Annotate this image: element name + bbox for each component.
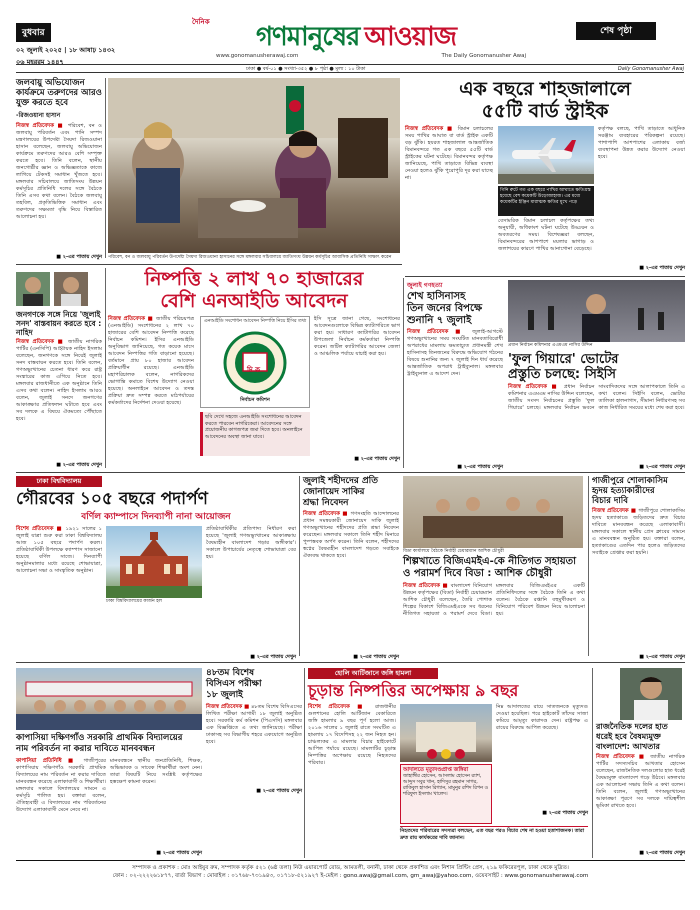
bird-strike-col-2: বেসামরিক বিমান চলাচল কর্তৃপক্ষের তথ্য অনুযায়ী, অধিকাংশ ঘটনা ঘটেছে উড্ডয়ন ও অবতরণের সময়। বিশেষজ্ঞরা বলছেন, বিমানবন্দরের আশপাশে ময়লার ভাগাড় ও জলাশয়ের কারণে পাখির আনাগোনা বেড়েছে। bbox=[498, 218, 594, 252]
nid-col-2: ইসি সূত্রে জানা গেছে, সংশোধনের আবেদনগুলোকে বিভিন্ন ক্যাটাগরিতে ভাগ করা হয়। সাধারণ ক্যাটাগরির আবেদন উপজেলা নির্বাচন কর্মকর্তারা নিষ্পত্তি করেন। জটিল ক্যাটাগরির আবেদন জেলা ও আঞ্চলিক পর্যায়ে যাচাই করা হয়। bbox=[314, 316, 400, 357]
bird-strike-col-3: কর্তৃপক্ষ বলছে, পাখি তাড়াতে আধুনিক সরঞ্জাম ব্যবহারের পরিকল্পনা রয়েছে। পাশাপাশি আশপাশের এলাকায় বর্জ্য ব্যবস্থাপনা উন্নত করার উদ্যোগ নেওয়া হবে। bbox=[598, 126, 685, 160]
article-dateline: নিজস্ব প্রতিবেদক ■ bbox=[16, 339, 65, 345]
bida-text: বাংলাদেশ বিনিয়োগ উন্নয়ন কর্তৃপক্ষের (বিডা) নির্বাহী চেয়ারম্যান আশিক চৌধুরী বলেছেন, তৈরি পোশাক শিল্পের বিকাশে বিজিএমইএকে সব ধরনের নীতিগত সহায়তা ও পরামর্শ দেবে বিডা। মঙ্গলবার বিজিএমইএর একটি প্রতিনিধিদলের সঙ্গে বৈঠকে তিনি এ কথা বলেন। বৈঠকে রপ্তানি বহুমুখীকরণ ও বিনিয়োগ পরিবেশ উন্নয়ন নিয়ে আলোচনা হয়। bbox=[403, 583, 585, 617]
continued-link[interactable]: ■ ২-এর পাতায় দেখুন bbox=[354, 456, 400, 462]
hearing-headline-3[interactable]: শুনানি ৭ জুলাই bbox=[407, 315, 472, 326]
gazipur-headline-2[interactable]: হৃদয় হত্যাকারীদের bbox=[592, 486, 655, 496]
article-text: পরিবেশ, বন ও জলবায়ু পরিবর্তন এবং পানি সম্পদ মন্ত্রণালয়ের উপদেষ্টা সৈয়দা রিজওয়ানা হাসান বলেছেন, জলবায়ু অভিযোজন কার্যক্রমে তরুণদের আরও বেশি সম্পৃক্ত করতে হবে। তিনি বলেন, স্থানীয় জনগোষ্ঠীর জ্ঞান ও অভিজ্ঞতাকে কাজে লাগিয়ে টেকসই সমাধান খুঁজতে হবে। মঙ্গলবার সচিবালয়ে জাতিসংঘ উন্নয়ন কর্মসূচির প্রতিনিধি দলের সঙ্গে বৈঠকে তিনি এসব কথা বলেন। বৈঠকে জলবায়ু তহবিল, প্রকৃতিভিত্তিক সমাধান এবং তরুণদের সক্ষমতা বৃদ্ধি নিয়ে বিস্তারিত আলোচনা হয়। bbox=[16, 123, 102, 220]
column-divider bbox=[105, 268, 106, 468]
imprint-footer bbox=[16, 860, 685, 890]
article-text: জাতীয় নাগরিক পার্টির (এনসিপি) আহ্বায়ক নাহিদ ইসলাম বলেছেন, জনগণকে সঙ্গে নিয়েই জুলাই সনদ বাস্তবায়ন করতে হবে। তিনি বলেন, গণঅভ্যুত্থানের চেতনা ধারণ করে রাষ্ট্র সংস্কারের কাজ এগিয়ে নিতে হবে। মঙ্গলবার রাজধানীতে এক অনুষ্ঠানে তিনি এসব কথা বলেন। নাহিদ ইসলাম আরও বলেন, জুলাই সনদে জনগণের আকাঙ্ক্ষার প্রতিফলন ঘটাতে হবে এবং সব দলকে এ বিষয়ে ঐকমত্যে পৌঁছাতে হবে। bbox=[16, 339, 103, 422]
martyrs-dateline: নিজস্ব প্রতিবেদক ■ bbox=[303, 511, 349, 517]
article-author: -রিজওয়ানা হাসান bbox=[16, 112, 61, 119]
martyrs-headline-3[interactable]: শ্রদ্ধা নিবেদন bbox=[303, 498, 349, 508]
curzon-hall-illustration bbox=[106, 526, 202, 598]
kapasia-dateline: কাপাসিয়া প্রতিনিধি ■ bbox=[16, 758, 78, 764]
imprint-line-2: ফোন : ০২-২২২২৬১৮৭৭, বার্তা বিভাগ : মোবাইল : ০১৭৬৮-৭৩১৯৪৩, ০১৭১৮-৫২১৯২৭ ই-মেইল : gono.awaj@gmail.com, gm_awaj@yahoo.com, ওয়েবসাইট : www.gonomanusherawaj.com bbox=[112, 873, 589, 879]
section-badge: শেষ পৃষ্ঠা bbox=[576, 22, 656, 40]
bida-dateline: নিজস্ব প্রতিবেদক ■ bbox=[403, 583, 449, 589]
holey-banner: হোলি আর্টিজানে জঙ্গি হামলা bbox=[308, 668, 438, 679]
gazipur-text: গাজীপুরে শোলাকাসিম হৃদয় হত্যাকাণ্ডে জড়িতদের দ্রুত বিচার দাবিতে মানববন্ধন করেছে এলাকাবাসী। মঙ্গলবার সকালে স্থানীয় প্রেস ক্লাবের সামনে এ মানববন্ধন অনুষ্ঠিত হয়। বক্তারা বলেন, হত্যাকাণ্ডের এতদিন পার হলেও জড়িতদের সবাইকে গ্রেপ্তার করা হয়নি। bbox=[592, 508, 685, 556]
holey-text: রাজধানীর গুলশানের হোলি আর্টিজান বেকারিতে জঙ্গি হামলার ৯ বছর পূর্ণ হলো আজ। ২০১৬ সালের ১ জুলাই রাতে সংঘটিত এ হামলায় ১৭ বিদেশিসহ ২২ জন নিহত হন। চাঞ্চল্যকর এ মামলার বিচার হাইকোর্টে আপিল পর্যায়ে রয়েছে। মামলাটির চূড়ান্ত নিষ্পত্তির অপেক্ষায় রয়েছে নিহতদের পরিবার। bbox=[308, 704, 396, 766]
kapasia-col-1 bbox=[16, 758, 106, 854]
gazipur-dateline: নিজস্ব প্রতিবেদক ■ bbox=[592, 508, 637, 514]
holey-info-box bbox=[400, 764, 492, 824]
article-july-hearing bbox=[407, 280, 503, 470]
full-gear-headline-2[interactable]: প্রস্তুতি চলছে: সিইসি bbox=[508, 367, 616, 382]
airplane-photo-caption: গিনি রুটে গত এক বছরে পাখির আঘাতে ক্ষতিগ্রস্ত হয়েছে বেশ কয়েকটি উড়োজাহাজ। এর মধ্যে কয়েকটির ইঞ্জিন মারাত্মক ক্ষতির মুখে পড়ে bbox=[498, 186, 594, 216]
holey-col-2: নিম্ন আদালতের রায়ে সাতজনকে মৃত্যুদণ্ড দেওয়া হয়েছিল। পরে হাইকোর্ট তাঁদের সাজা কমিয়ে আমৃত্যু কারাদণ্ড দেন। রাষ্ট্রপক্ষ এ রায়ের বিরুদ্ধে আপিল করেছে। bbox=[496, 704, 588, 731]
article-full-gear bbox=[508, 352, 685, 470]
akhtar-portrait bbox=[620, 668, 682, 720]
kapasia-headline-2[interactable]: নাম পরিবর্তন না করার দাবিতে মানববন্ধন bbox=[16, 744, 155, 754]
akhtar-small-portrait bbox=[54, 272, 88, 306]
bida-meeting-photo bbox=[403, 476, 583, 548]
akhtar-headline-3[interactable]: বাংলাদেশ: আখতার bbox=[596, 742, 660, 751]
hijri-date-line: ০৬ মহররম ১৪৪৭ bbox=[16, 58, 64, 66]
continued-link[interactable]: ■ ২-এর পাতায় দেখুন bbox=[639, 265, 685, 271]
martyrs-headline-1[interactable]: জুলাই শহীদদের প্রতি bbox=[303, 476, 379, 486]
full-gear-dateline: নিজস্ব প্রতিবেদক ■ bbox=[508, 384, 560, 390]
continued-link[interactable]: ■ ২-এর পাতায় দেখুন bbox=[542, 810, 588, 816]
nid-note-box: ছবি দেখে সহজে এনআইডি সংশোধনের আবেদন করতে পারবেন নাগরিকেরা। আবেদনের সঙ্গে প্রয়োজনীয় কাগজপত্র জমা দিতে হবে। অনলাইনে আবেদনের অবস্থা জানা যাবে। bbox=[200, 412, 310, 456]
hearing-headline-1[interactable]: শেখ হাসিনাসহ bbox=[407, 291, 466, 302]
column-divider bbox=[592, 668, 593, 858]
hearing-body bbox=[407, 329, 503, 378]
kapasia-headline-1[interactable]: কাপাসিয়া দক্ষিণগাঁও সরকারি প্রাথমিক বিদ্যালয়ের bbox=[16, 733, 183, 743]
column-divider bbox=[304, 668, 305, 858]
bida-photo-caption: বিডা কার্যালয়ে বৈঠকে নির্বাহী চেয়ারম্যান আশিক চৌধুরী bbox=[403, 549, 504, 554]
akhtar-headline-1[interactable]: রাজনৈতিক দলের হাত bbox=[596, 722, 668, 731]
nahid-portrait bbox=[16, 272, 50, 306]
hearing-headline-2[interactable]: তিন জনের বিপক্ষে bbox=[407, 303, 483, 314]
column-divider bbox=[588, 476, 589, 656]
masthead-footer-right: Daily Gonomanusher Awaj bbox=[617, 66, 684, 72]
article-bida bbox=[303, 556, 585, 656]
nameplate-red: আওয়াজ bbox=[364, 22, 457, 52]
gazipur-headline-1[interactable]: গাজীপুরে শোলাকাসিম bbox=[592, 476, 668, 486]
bird-strike-headline-2[interactable]: ৫৫টি বার্ড স্ট্রাইক bbox=[481, 100, 609, 122]
cec-photo bbox=[508, 280, 685, 342]
ec-logo-emblem bbox=[201, 327, 309, 399]
article-body bbox=[16, 339, 102, 423]
continued-link[interactable]: ■ ২-এর পাতায় দেখুন bbox=[56, 462, 102, 468]
bida-meeting-illustration bbox=[403, 476, 583, 548]
du-text: ১৯২১ সালের ১ জুলাই যাত্রা শুরু করা ঢাকা বিশ্ববিদ্যালয় আজ ১০৫ বছরে পদার্পণ করল। প্রতিষ্ঠাবার্ষিকী উপলক্ষে ক্যাম্পাস সাজানো হয়েছে বর্ণিল সাজে। দিনব্যাপী অনুষ্ঠানমালার মধ্যে রয়েছে শোভাযাত্রা, আলোচনা সভা ও সাংস্কৃতিক অনুষ্ঠান। bbox=[16, 526, 102, 574]
article-climate-youth bbox=[16, 78, 102, 250]
imprint-line-1: সম্পাদক ও প্রকাশক : মোঃ আইয়ুব রুম, সম্পাদক কর্তৃক ৫২১ (৬ষ্ঠ তলা) নিউ এয়ারপোর্ট রোড, আমতলী, বনানী, ঢাকা থেকে প্রকাশিত এবং নিশান প্রিন্টিং প্রেস, ২১৯ ফকিরেরপুল, ঢাকা থেকে মুদ্রিত। bbox=[132, 865, 569, 871]
press-briefing-illustration bbox=[508, 280, 685, 342]
bcs-headline-3[interactable]: ১৮ জুলাই bbox=[206, 690, 243, 700]
bird-strike-headline-1[interactable]: এক বছরে শাহজালালে bbox=[459, 78, 631, 100]
bird-strike-dateline: নিজস্ব প্রতিবেদক ■ bbox=[405, 126, 455, 132]
continued-link[interactable]: ■ ২-এর পাতায় দেখুন bbox=[639, 464, 685, 470]
holey-box-body: জাহাঙ্গীর হোসেন, আসলাম হোসেন র‍্যাশ, আব্দুস সবুর খান, হাদিসুর রহমান সাগর, রাকিবুল হাসান রিগ্যান, মামুনুর রশিদ রিপন ও শরিফুল ইসলাম খালেদ। bbox=[403, 774, 489, 797]
continued-link[interactable]: ■ ২-এর পাতায় দেখুন bbox=[639, 850, 685, 856]
continued-link[interactable]: ■ ২-এর পাতায় দেখুন bbox=[639, 654, 685, 660]
nid-headline-2[interactable]: বেশি এনআইডি আবেদন bbox=[160, 290, 348, 312]
main-photo-caption: পরিবেশ, বন ও জলবায়ু পরিবর্তন উপদেষ্টা সৈয়দা রিজওয়ানা হাসানের সঙ্গে মঙ্গলবার সচিবালয়ে জাতিসংঘ উন্নয়ন কর্মসূচির আবাসিক প্রতিনিধি সাক্ষাৎ করেন bbox=[108, 255, 392, 260]
date-block bbox=[16, 20, 146, 66]
holey-headline[interactable]: চূড়ান্ত নিষ্পত্তির অপেক্ষায় ৯ বছর bbox=[308, 681, 519, 700]
column-divider bbox=[403, 278, 404, 468]
nameplate-kicker: দৈনিক bbox=[192, 18, 210, 26]
bida-body bbox=[403, 583, 585, 651]
article-title[interactable]: জনগণকে সঙ্গে নিয়ে 'জুলাই সনদ' বাস্তবায়ন করতে হবে : নাহিদ bbox=[16, 310, 102, 337]
akhtar-body bbox=[596, 754, 685, 810]
section-divider bbox=[405, 276, 685, 277]
masthead-url[interactable]: www.gonomanusherawaj.com bbox=[216, 53, 299, 59]
bcs-headline-1[interactable]: ৪৮তম বিশেষ bbox=[206, 668, 255, 678]
continued-link[interactable]: ■ ২-এর পাতায় দেখুন bbox=[457, 464, 503, 470]
masthead bbox=[16, 16, 684, 64]
hearing-kicker: জুলাই গণহত্যা bbox=[407, 282, 443, 289]
akhtar-headline-2[interactable]: ধরেই হবে বৈষম্যমুক্ত bbox=[596, 732, 661, 741]
nid-col-1 bbox=[108, 316, 194, 464]
kapasia-text: গাজীপুরের কাপাসিয়ায় দক্ষিণগাঁও সরকারি প্রাথমিক বিদ্যালয়ের নাম পরিবর্তন না করার দাবিতে মানববন্ধন করেছে এলাকাবাসী ও শিক্ষার্থীরা। মঙ্গলবার সকালে বিদ্যালয়ের সামনে এ কর্মসূচি পালিত হয়। বক্তারা বলেন, ঐতিহ্যবাহী এ বিদ্যালয়ের নাম পরিবর্তনের উদ্যোগ এলাকাবাসী মেনে নেবে না। bbox=[16, 758, 106, 813]
bird-strike-text-1: বিমান চলাচলের সময় পাখির আঘাত বা বার্ড স্ট্রাইক একটি বড় ঝুঁকি। হযরত শাহজালাল আন্তর্জাতিক বিমানবন্দরে গত এক বছরে ৫৫টি বার্ড স্ট্রাইকের ঘটনা ঘটেছে। বিমানবন্দর কর্তৃপক্ষ জানিয়েছে, পাখি তাড়াতে বিভিন্ন ব্যবস্থা নেওয়া হলেও ঝুঁকি পুরোপুরি দূর করা যাচ্ছে না। bbox=[405, 126, 494, 181]
nameplate-green: গণমানুষের bbox=[255, 22, 360, 52]
weekday-badge: বুধবার bbox=[16, 23, 51, 42]
holey-artisan-photo bbox=[400, 704, 492, 762]
date-line: ০২ জুলাই ২০২৫ | ১৮ আষাঢ় ১৪৩২ bbox=[16, 46, 116, 54]
akhtar-text: জাতীয় নাগরিক পার্টির সদস্যসচিব আখতার হোসেন বলেছেন, রাজনৈতিক দলগুলোর হাত ধরেই বৈষম্যমুক্ত বাংলাদেশ গড়ে উঠবে। মঙ্গলবার এক আলোচনা সভায় তিনি এ কথা বলেন। তিনি বলেন, জুলাই গণঅভ্যুত্থানের আকাঙ্ক্ষা পূরণে সব দলকে দায়িত্বশীল ভূমিকা রাখতে হবে। bbox=[596, 754, 685, 809]
airplane-illustration bbox=[498, 126, 594, 184]
du-subtitle: বর্ণিল ক্যাম্পাসে দিনব্যাপী নানা আয়োজন bbox=[81, 512, 231, 522]
masthead-issue-bar bbox=[16, 64, 684, 73]
holey-col-1 bbox=[308, 704, 396, 854]
masthead-subtitle: The Daily Gonomanusher Awaj bbox=[441, 53, 526, 59]
holey-box-title: আদালতে মৃত্যুদণ্ডপ্রাপ্ত জঙ্গিরা bbox=[403, 767, 469, 773]
holey-dateline: বিশেষ প্রতিবেদক ■ bbox=[308, 704, 368, 710]
hearing-dateline: নিজস্ব প্রতিবেদক ■ bbox=[407, 329, 466, 335]
article-gazipur bbox=[592, 476, 685, 654]
nid-dateline: নিজস্ব প্রতিবেদক ■ bbox=[108, 316, 154, 322]
nid-text: জাতীয় পরিচয়পত্র (এনআইডি) সংশোধনের ২ লাখ ৭০ হাজারের বেশি আবেদন নিষ্পত্তি করেছে নির্বাচন কমিশন। ইসির এনআইডি অনুবিভাগ জানিয়েছে, গত কয়েক মাসে আবেদন নিষ্পত্তির গতি বাড়ানো হয়েছে। বর্তমানে প্রায় ৮০ হাজার আবেদন প্রক্রিয়াধীন রয়েছে। এনআইডি মহাপরিচালক বলেন, নাগরিকদের ভোগান্তি কমাতে বিশেষ উদ্যোগ নেওয়া হয়েছে। অনলাইনে আবেদন ও তদন্ত প্রক্রিয়া দ্রুত সম্পন্ন করতে মাঠপর্যায়ের কর্মকর্তাদের নির্দেশনা দেওয়া হয়েছে। bbox=[108, 316, 195, 406]
article-nid bbox=[108, 268, 400, 468]
portrait-illustration bbox=[54, 272, 88, 306]
gazipur-headline-3[interactable]: বিচার দাবি bbox=[592, 496, 628, 506]
du-headline[interactable]: গৌরবের ১০৫ বছরে পদার্পণ bbox=[16, 489, 208, 509]
section-divider bbox=[16, 264, 402, 265]
bida-headline-2[interactable]: ও পরামর্শ দিবে বিডা : আশিক চৌধুরী bbox=[403, 568, 553, 579]
curzon-hall-photo bbox=[106, 526, 202, 598]
bcs-dateline: নিজস্ব প্রতিবেদক ■ bbox=[206, 704, 250, 710]
article-nahid bbox=[16, 310, 102, 458]
column-divider bbox=[105, 78, 106, 258]
holey-quote: নিহতদের পরিবারের সদস্যরা বলছেন, এত বছর পরও বিচার শেষ না হওয়া হতাশাজনক। তারা দ্রুত রায় কার্যকরের দাবি জানান। bbox=[400, 826, 588, 850]
article-body bbox=[16, 123, 102, 221]
portrait-illustration bbox=[620, 668, 682, 720]
gazipur-body bbox=[592, 508, 685, 557]
ec-logo-label: নির্বাচন কমিশন bbox=[240, 397, 270, 403]
climate-meeting-photo bbox=[108, 78, 400, 253]
full-gear-text: প্রধান নির্বাচন কমিশনার এএমএম নাসির উদ্দিন বলেছেন, জাতীয় সংসদ নির্বাচনের প্রস্তুতি 'ফুল গিয়ারে' চলছে। মঙ্গলবার নির্বাচন ভবনে সাংবাদিকদের সঙ্গে আলাপকালে তিনি এ কথা বলেন। সিইসি বলেন, ভোটার তালিকা হালনাগাদ, সীমানা নির্ধারণসহ সব কাজ নির্ধারিত সময়ের মধ্যে শেষ করা হবে। bbox=[508, 384, 685, 411]
full-gear-body bbox=[508, 384, 685, 462]
article-bird-strike bbox=[405, 78, 685, 274]
bird-strike-col-1 bbox=[405, 126, 493, 271]
du-col-2: প্রতিষ্ঠাবার্ষিকীর প্রতিপাদ্য নির্ধারণ করা হয়েছে 'জুলাই গণঅভ্যুত্থানের আকাঙ্ক্ষায় বৈষম্যহীন বাংলাদেশ গড়ার অঙ্গীকার'। সকালে উপাচার্যের নেতৃত্বে শোভাযাত্রা বের হয়। bbox=[206, 526, 296, 560]
bcs-headline-2[interactable]: বিসিএস পরীক্ষা bbox=[206, 679, 262, 689]
issue-line: ঢাকা ● বর্ষ-০১ ● সংখ্যা-৩৫২ ● ৮ পৃষ্ঠা ● মূল্য : ১০ টাকা bbox=[246, 66, 366, 72]
continued-link[interactable]: ■ ২-এর পাতায় দেখুন bbox=[56, 254, 102, 260]
nid-headline-1[interactable]: নিষ্পত্তি ২ লাখ ৭০ হাজারের bbox=[144, 268, 364, 290]
continued-link[interactable]: ■ ২-এর পাতায় দেখুন bbox=[353, 654, 399, 660]
martyrs-text: গণসংহতি আন্দোলনের প্রধান সমন্বয়কারী জোনায়েদ সাকি জুলাই গণঅভ্যুত্থানের শহীদদের প্রতি শ্রদ্ধা নিবেদন করেছেন। মঙ্গলবার সকালে তিনি শহীদ মিনারে পুষ্পস্তবক অর্পণ করেন। তিনি বলেন, শহীদদের স্বপ্নের বৈষম্যহীন বাংলাদেশ গড়তে সবাইকে ঐক্যবদ্ধ থাকতে হবে। bbox=[303, 511, 399, 559]
section-divider bbox=[16, 472, 685, 473]
curzon-hall-caption: ঢাকা বিশ্ববিদ্যালয়ের কার্জন হল bbox=[106, 599, 163, 604]
article-akhtar bbox=[596, 722, 685, 856]
article-dateline: নিজস্ব প্রতিবেদক ■ bbox=[16, 123, 65, 129]
du-col-1 bbox=[16, 526, 102, 652]
du-banner: ঢাকা বিশ্ববিদ্যালয় bbox=[16, 476, 102, 487]
full-gear-headline-1[interactable]: 'ফুল গিয়ারে' ভোটের bbox=[508, 352, 619, 367]
hearing-text: জুলাই-আগস্টে গণঅভ্যুত্থানের সময় সংঘটিত মানবতাবিরোধী অপরাধের মামলায় ক্ষমতাচ্যুত প্রধানমন্ত্রী শেখ হাসিনাসহ তিনজনের বিরুদ্ধে অভিযোগ গঠনের বিষয়ে শুনানির জন্য ৭ জুলাই দিন ধার্য করেছে আন্তর্জাতিক অপরাধ ট্রাইব্যুনাল। মঙ্গলবার ট্রাইব্যুনাল এ আদেশ দেন। bbox=[407, 329, 504, 377]
bcs-text: ৪৮তম বিশেষ বিসিএসের লিখিত পরীক্ষা আগামী ১৮ জুলাই অনুষ্ঠিত হবে। সরকারি কর্ম কমিশন (পিএসসি) মঙ্গলবার এক বিজ্ঞপ্তিতে এ তথ্য জানিয়েছে। পরীক্ষা ঢাকাসহ সব বিভাগীয় শহরে একযোগে অনুষ্ঠিত হবে। bbox=[206, 704, 302, 745]
portrait-illustration bbox=[16, 272, 50, 306]
bcs-body bbox=[206, 704, 302, 786]
column-divider bbox=[299, 476, 300, 656]
memorial-illustration bbox=[400, 704, 492, 762]
ec-logo-caption: এনআইডি সংশোধন আবেদন নিষ্পত্তি নিয়ে ইসির তথ্য bbox=[203, 319, 307, 324]
martyrs-body bbox=[303, 511, 399, 560]
continued-link[interactable]: ■ ২-এর পাতায় দেখুন bbox=[256, 788, 302, 794]
martyrs-headline-2[interactable]: জোনায়েদ সাকির bbox=[303, 487, 365, 497]
cec-photo-caption: প্রধান নির্বাচন কমিশনার এএমএম নাসির উদ্দিন bbox=[508, 343, 593, 348]
bida-headline-1[interactable]: শিল্পখাতে বিজিএমইএ-কে নীতিগত সহায়তা bbox=[403, 556, 577, 567]
ec-logo-box bbox=[200, 316, 310, 408]
nameplate[interactable] bbox=[186, 16, 526, 56]
akhtar-dateline: নিজস্ব প্রতিবেদক ■ bbox=[596, 754, 647, 760]
kapasia-col-2: মানববন্ধনে স্থানীয় জনপ্রতিনিধি, শিক্ষক, অভিভাবক ও সাবেক শিক্ষার্থীরা অংশ নেন। তারা বিষয়টি নিয়ে সংশ্লিষ্ট কর্তৃপক্ষের হস্তক্ষেপ কামনা করেন। bbox=[110, 758, 202, 785]
section-divider bbox=[16, 662, 685, 663]
human-chain-illustration bbox=[16, 668, 202, 730]
airplane-photo bbox=[498, 126, 594, 184]
article-title[interactable]: জলবায়ু অভিযোজন কার্যক্রমে তরুণদের আরও যুক্ত করতে হবে bbox=[16, 78, 102, 108]
continued-link[interactable]: ■ ২-এর পাতায় দেখুন bbox=[156, 850, 202, 856]
human-chain-photo bbox=[16, 668, 202, 730]
ec-logo-symbol: দি ক bbox=[247, 366, 261, 374]
meeting-scene-illustration bbox=[108, 78, 400, 253]
continued-link[interactable]: ■ ২-এর পাতায় দেখুন bbox=[250, 654, 296, 660]
du-dateline: বিশেষ প্রতিবেদক ■ bbox=[16, 526, 63, 532]
